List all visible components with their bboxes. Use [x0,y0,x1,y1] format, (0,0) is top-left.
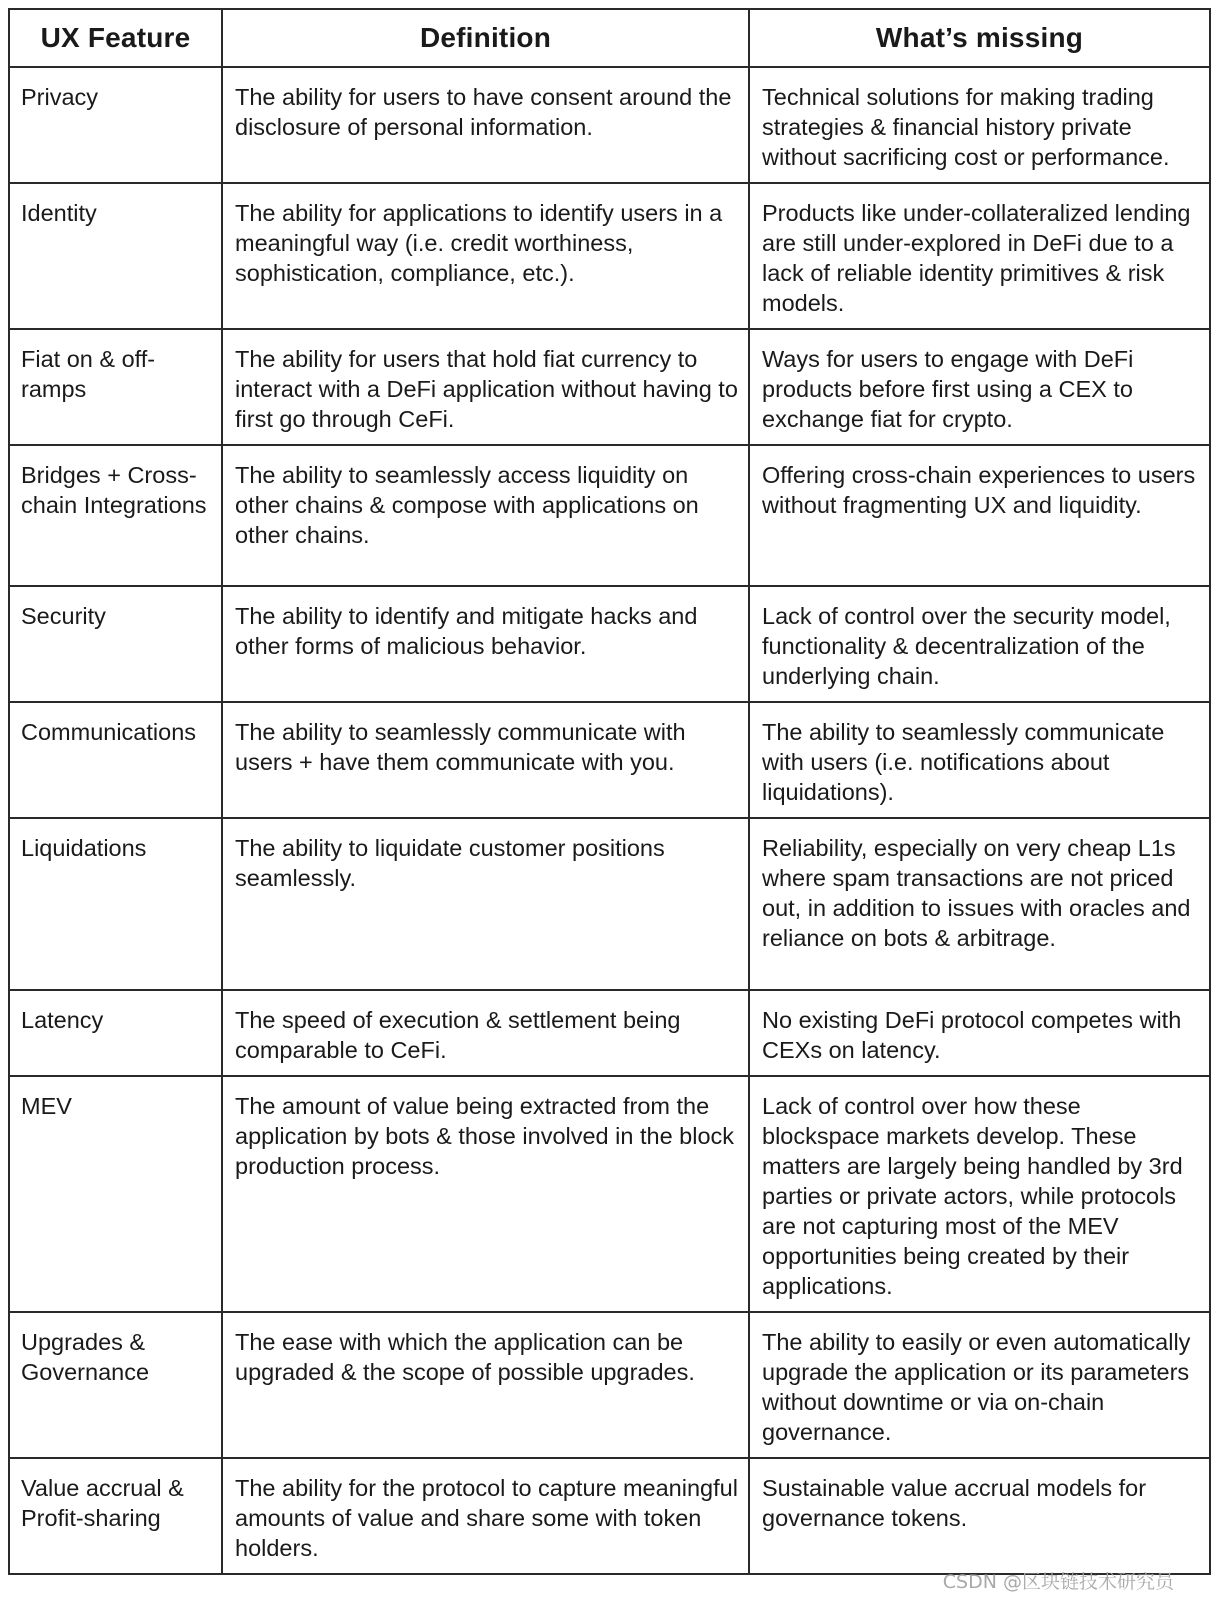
missing-cell: The ability to seamlessly communicate with users (i.e. notifications about liquidations). [749,702,1210,818]
table-row [9,1312,1210,1458]
header-definition: Definition [222,9,749,67]
feature-cell: Latency [9,990,222,1076]
missing-cell: Lack of control over how these blockspace markets develop. These matters are largely being handled by 3rd parties or private actors, while protocols are not capturing most of the MEV opportunities being created by their applications. [749,1076,1210,1312]
feature-cell: Identity [9,183,222,329]
table-row [9,702,1210,818]
feature-cell: Bridges + Cross-chain Integrations [9,445,222,586]
definition-cell: The ability to seamlessly communicate with users + have them communicate with you. [222,702,749,818]
definition-cell: The ability for users that hold fiat currency to interact with a DeFi application without having to first go through CeFi. [222,329,749,445]
table-row [9,183,1210,329]
missing-cell: Offering cross-chain experiences to users without fragmenting UX and liquidity. [749,445,1210,586]
feature-cell: Upgrades & Governance [9,1312,222,1458]
feature-cell: Value accrual & Profit-sharing [9,1458,222,1574]
ux-feature-table [8,8,1211,1575]
missing-cell: Sustainable value accrual models for governance tokens. [749,1458,1210,1574]
definition-cell: The ability to liquidate customer positions seamlessly. [222,818,749,990]
header-whats-missing: What’s missing [749,9,1210,67]
feature-cell: Liquidations [9,818,222,990]
definition-cell: The ease with which the application can be upgraded & the scope of possible upgrades. [222,1312,749,1458]
table-row [9,329,1210,445]
header-ux-feature: UX Feature [9,9,222,67]
feature-cell: MEV [9,1076,222,1312]
table-row [9,67,1210,183]
missing-cell: Lack of control over the security model, functionality & decentralization of the underlying chain. [749,586,1210,702]
missing-cell: Technical solutions for making trading strategies & financial history private without sacrificing cost or performance. [749,67,1210,183]
table-row [9,990,1210,1076]
table-row [9,1458,1210,1574]
feature-cell: Security [9,586,222,702]
table-row [9,445,1210,586]
missing-cell: The ability to easily or even automatically upgrade the application or its parameters without downtime or via on-chain governance. [749,1312,1210,1458]
definition-cell: The speed of execution & settlement being comparable to CeFi. [222,990,749,1076]
missing-cell: Ways for users to engage with DeFi products before first using a CEX to exchange fiat for crypto. [749,329,1210,445]
missing-cell: Reliability, especially on very cheap L1s where spam transactions are not priced out, in addition to issues with oracles and reliance on bots & arbitrage. [749,818,1210,990]
table-row [9,586,1210,702]
table-row [9,818,1210,990]
definition-cell: The ability for the protocol to capture meaningful amounts of value and share some with token holders. [222,1458,749,1574]
definition-cell: The ability for applications to identify users in a meaningful way (i.e. credit worthiness, sophistication, compliance, etc.). [222,183,749,329]
definition-cell: The ability to seamlessly access liquidity on other chains & compose with applications on other chains. [222,445,749,586]
watermark: CSDN @区块链技术研究员 [942,1571,1174,1593]
feature-cell: Privacy [9,67,222,183]
definition-cell: The ability to identify and mitigate hacks and other forms of malicious behavior. [222,586,749,702]
table-header-row [9,9,1210,67]
feature-cell: Fiat on & off-ramps [9,329,222,445]
missing-cell: No existing DeFi protocol competes with CEXs on latency. [749,990,1210,1076]
table-row [9,1076,1210,1312]
feature-cell: Communications [9,702,222,818]
definition-cell: The ability for users to have consent around the disclosure of personal information. [222,67,749,183]
missing-cell: Products like under-collateralized lending are still under-explored in DeFi due to a lack of reliable identity primitives & risk models. [749,183,1210,329]
definition-cell: The amount of value being extracted from the application by bots & those involved in the block production process. [222,1076,749,1312]
